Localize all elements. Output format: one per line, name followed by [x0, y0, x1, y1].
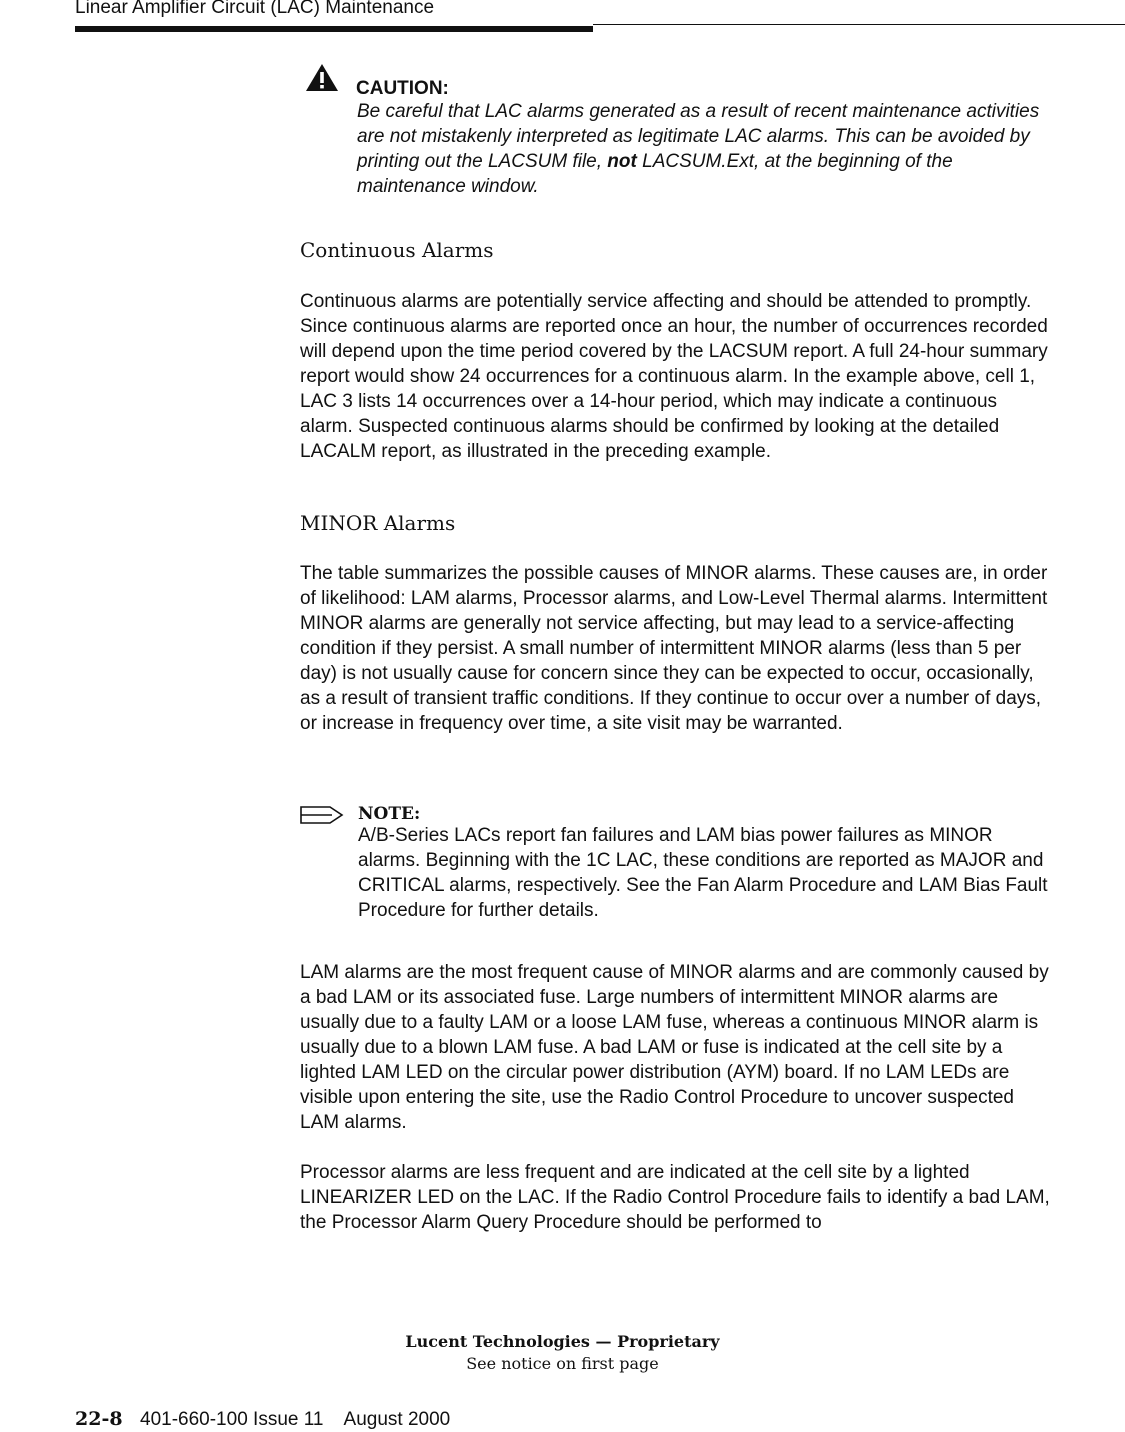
note-text: A/B-Series LACs report fan failures and LAM bias power failures as MINOR alarms. Beginning with the 1C LAC, these conditions are reported as MAJOR and CRITICAL alarms, respectively. See the Fan Alarm Procedure and LAM Bias Fault Procedure for further details. — [358, 825, 1048, 921]
minor-alarms-paragraph: The table summarizes the possible causes of MINOR alarms. These causes are, in order of likelihood: LAM alarms, Processor alarms, and Low-Level Thermal alarms. Intermittent MINOR alarms are generally not service affecting, but may lead to a service-affecting condition if they persist. A small number of intermittent MINOR alarms (less than 5 per day) is not usually cause for concern since they can be expected to occur, occasionally, as a result of transient traffic conditions. If they continue to occur over a number of days, or increase in frequency over time, a site visit may be warranted. — [300, 563, 1048, 734]
document-info: 401-660-100 Issue 11 August 2000 — [140, 1409, 451, 1430]
note-label: NOTE: — [358, 804, 421, 824]
caution-text — [357, 99, 1057, 199]
footer-notice: See notice on first page — [466, 1354, 659, 1373]
continuous-alarms-heading: Continuous Alarms — [300, 238, 494, 262]
running-header-title: Linear Amplifier Circuit (LAC) Maintenance — [75, 0, 435, 18]
minor-alarms-heading: MINOR Alarms — [300, 511, 456, 535]
caution-label: CAUTION: — [356, 78, 449, 99]
header-rule-thin — [593, 24, 1125, 25]
note-arrow-icon — [300, 806, 344, 824]
continuous-alarms-paragraph: Continuous alarms are potentially service affecting and should be attended to promptly. Since continuous alarms are reported once an hour, the number of occurrences recorded will depend upon the time period covered by the LACSUM report. A full 24-hour summary report would show 24 occurrences for a continuous alarm. In the example above, cell 1, LAC 3 lists 14 occurrences over a 14-hour period, which may indicate a continuous alarm. Suspected continuous alarms should be confirmed by looking at the detailed LACALM report, as illustrated in the preceding example. — [300, 291, 1048, 462]
caution-icon — [305, 62, 339, 92]
header-rule — [75, 26, 593, 32]
page-number: 22-8 — [75, 1408, 123, 1430]
lam-alarms-paragraph: LAM alarms are the most frequent cause of MINOR alarms and are commonly caused by a bad LAM or its associated fuse. Large numbers of intermittent MINOR alarms are usually due to a faulty LAM or a loose LAM fuse, whereas a continuous MINOR alarm is usually due to a blown LAM fuse. A bad LAM or fuse is indicated at the cell site by a lighted LAM LED on the circular power distribution (AYM) board. If no LAM LEDs are visible upon entering the site, use the Radio Control Procedure to uncover suspected LAM alarms. — [300, 962, 1049, 1133]
caution-text-part-1: Be careful that LAC alarms generated as a result of recent maintenance activities are not mistakenly interpreted as legitimate LAC alarms. This can be avoided by printing out the LACSUM file, — [357, 101, 1040, 172]
processor-alarms-paragraph: Processor alarms are less frequent and are indicated at the cell site by a lighted LINEARIZER LED on the LAC. If the Radio Control Procedure fails to identify a bad LAM, the Processor Alarm Query Procedure should be performed to — [300, 1162, 1050, 1233]
caution-emphasis: not — [607, 151, 637, 172]
caution-text-part-2: LACSUM.Ext, at the beginning of the maintenance window. — [357, 151, 953, 197]
footer-company: Lucent Technologies — Proprietary — [405, 1332, 720, 1351]
